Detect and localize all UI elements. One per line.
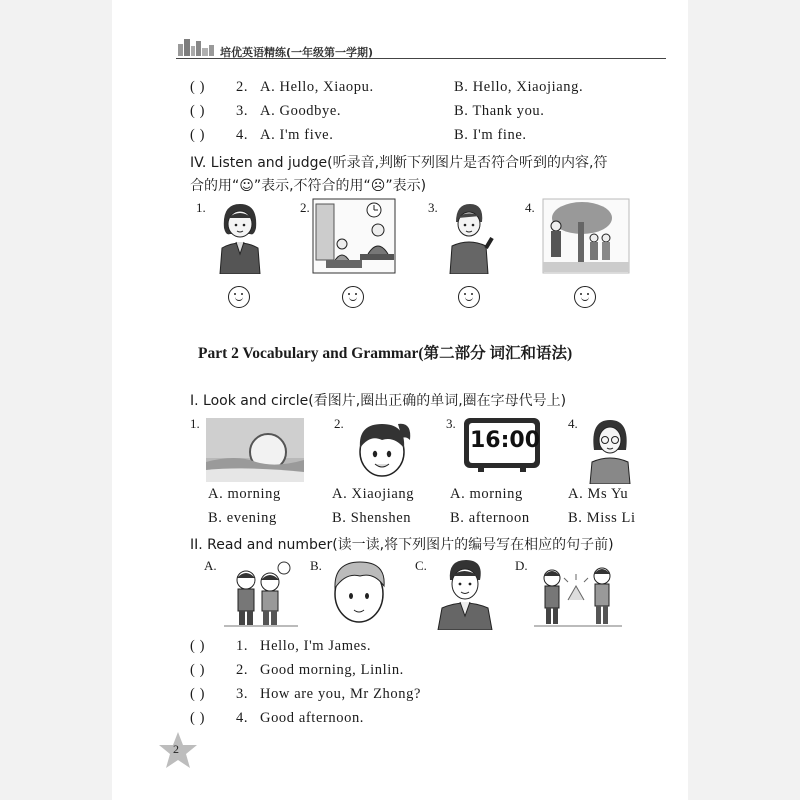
answer-bracket[interactable]: ( ) xyxy=(190,662,206,678)
option-a[interactable]: A. Xiaojiang xyxy=(332,486,415,502)
boy-picture xyxy=(442,198,496,274)
option-a: A. Hello, Xiaopu. xyxy=(260,79,374,95)
picture-number: 3. xyxy=(446,416,456,431)
option-a[interactable]: A. morning xyxy=(450,486,523,502)
answer-bracket[interactable]: ( ) xyxy=(190,79,206,95)
question-number: 4. xyxy=(236,127,249,143)
park-scene-picture xyxy=(542,198,630,274)
picture-letter: D. xyxy=(515,558,528,573)
smiley-face-icon[interactable] xyxy=(458,286,480,308)
picture-number: 2. xyxy=(300,200,310,215)
option-b[interactable]: B. Shenshen xyxy=(332,510,412,526)
part-2-heading: Part 2 Vocabulary and Grammar(第二部分 词汇和语法) xyxy=(198,345,573,362)
section-iv-title: IV. Listen and judge(听录音,判断下列图片是否符合听到的内容,符 xyxy=(190,155,608,171)
question-number: 2. xyxy=(236,79,249,95)
smiley-face-icon[interactable] xyxy=(228,286,250,308)
sentence-number: 1. xyxy=(236,638,249,654)
teacher-picture xyxy=(586,414,634,484)
picture-number: 3. xyxy=(428,200,438,215)
answer-bracket[interactable]: ( ) xyxy=(190,103,206,119)
sunset-picture xyxy=(206,418,304,482)
option-b: B. Hello, Xiaojiang. xyxy=(454,79,584,95)
sentence-number: 3. xyxy=(236,686,249,702)
answer-bracket[interactable]: ( ) xyxy=(190,638,206,654)
picture-letter: C. xyxy=(415,558,427,573)
picture-number: 1. xyxy=(196,200,206,215)
option-b: B. Thank you. xyxy=(454,103,545,119)
workbook-page xyxy=(112,0,688,800)
option-b[interactable]: B. afternoon xyxy=(450,510,530,526)
answer-bracket[interactable]: ( ) xyxy=(190,127,206,143)
header-skyline-icon xyxy=(176,36,216,56)
section-iv-title-cont: 合的用“☺”表示,不符合的用“☹”表示) xyxy=(190,178,427,194)
girl-picture xyxy=(212,198,268,274)
two-kids-morning-picture xyxy=(224,558,298,628)
option-b[interactable]: B. evening xyxy=(208,510,277,526)
sentence-text: Good afternoon. xyxy=(260,710,365,726)
kids-waving-picture xyxy=(534,556,622,630)
option-b: B. I'm fine. xyxy=(454,127,527,143)
header-rule xyxy=(176,58,666,59)
sentence-text: How are you, Mr Zhong? xyxy=(260,686,421,702)
picture-letter: B. xyxy=(310,558,322,573)
page-number: 2 xyxy=(173,742,179,756)
picture-number: 1. xyxy=(190,416,200,431)
girl-face-picture xyxy=(348,414,418,484)
picture-letter: A. xyxy=(204,558,217,573)
picture-number: 2. xyxy=(334,416,344,431)
option-a: A. Goodbye. xyxy=(260,103,342,119)
sentence-number: 4. xyxy=(236,710,249,726)
picture-number: 4. xyxy=(568,416,578,431)
section-ii-title: II. Read and number(读一读,将下列图片的编号写在相应的句子前) xyxy=(190,537,614,553)
question-number: 3. xyxy=(236,103,249,119)
answer-bracket[interactable]: ( ) xyxy=(190,686,206,702)
header-title: 培优英语精练(一年级第一学期) xyxy=(220,46,374,59)
section-i-title: I. Look and circle(看图片,圈出正确的单词,圈在字母代号上) xyxy=(190,393,567,409)
option-a[interactable]: A. morning xyxy=(208,486,281,502)
sentence-text: Hello, I'm James. xyxy=(260,638,372,654)
option-a[interactable]: A. Ms Yu xyxy=(568,486,629,502)
man-picture xyxy=(434,556,496,630)
picture-number: 4. xyxy=(525,200,535,215)
classroom-picture xyxy=(312,198,396,274)
clock-time-readout: 16:00 xyxy=(470,428,541,453)
smiley-face-icon[interactable] xyxy=(574,286,596,308)
answer-bracket[interactable]: ( ) xyxy=(190,710,206,726)
boy-face-picture xyxy=(326,556,392,628)
sentence-text: Good morning, Linlin. xyxy=(260,662,404,678)
smiley-face-icon[interactable] xyxy=(342,286,364,308)
option-b[interactable]: B. Miss Li xyxy=(568,510,636,526)
option-a: A. I'm five. xyxy=(260,127,334,143)
sentence-number: 2. xyxy=(236,662,249,678)
